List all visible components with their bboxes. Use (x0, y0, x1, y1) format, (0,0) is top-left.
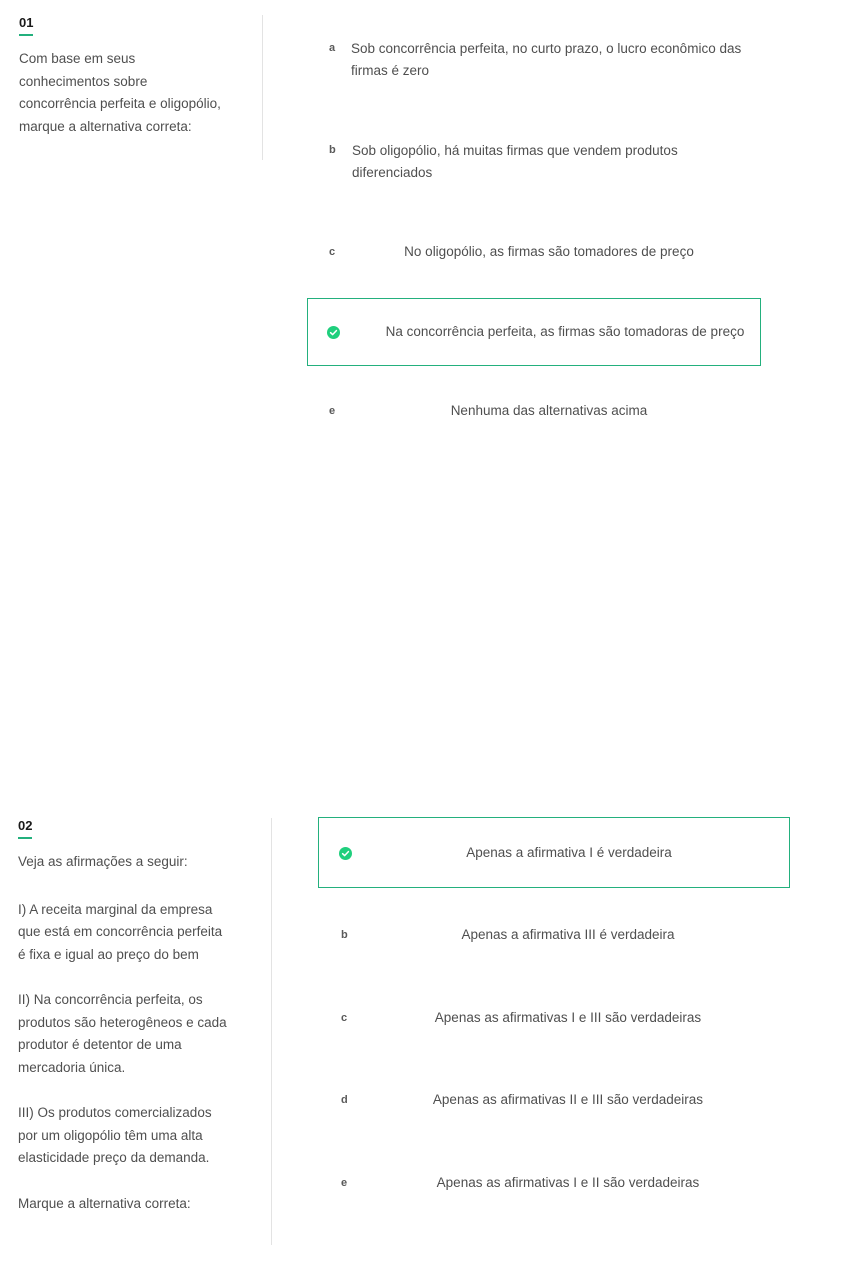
option-text: Nenhuma das alternativas acima (450, 403, 648, 418)
option-letter: c (329, 246, 336, 258)
question-divider (262, 15, 263, 160)
question-number-underline (19, 34, 33, 36)
statement-paragraph: Marque a alternativa correta: (18, 1195, 191, 1211)
option-e[interactable] (318, 1171, 790, 1197)
option-b[interactable] (307, 138, 761, 188)
option-c[interactable] (318, 1006, 790, 1032)
option-letter: e (329, 405, 336, 417)
question-number-underline (18, 837, 32, 839)
option-c[interactable] (307, 240, 761, 266)
option-letter: c (341, 1012, 348, 1024)
option-e[interactable] (307, 399, 761, 425)
option-d[interactable] (318, 1088, 790, 1114)
check-circle-icon (327, 326, 340, 339)
option-letter: e (341, 1177, 348, 1189)
statement-paragraph: I) A receita marginal da empresa que está em concorrência perfeita é fixa e igual ao preço do bem (18, 901, 223, 962)
option-b[interactable] (318, 923, 790, 949)
option-text: Apenas a afirmativa III é verdadeira (461, 927, 675, 942)
option-text: Apenas as afirmativas I e III são verdadeiras (434, 1010, 702, 1025)
statement-paragraph: II) Na concorrência perfeita, os produtos são heterogêneos e cada produtor é detentor de uma mercadoria única. (18, 992, 227, 1075)
question-statement (19, 48, 224, 138)
option-text: Apenas as afirmativas II e III são verdadeiras (432, 1092, 704, 1107)
option-text: Na concorrência perfeita, as firmas são tomadoras de preço (385, 324, 745, 339)
option-d-selected[interactable] (307, 298, 761, 366)
statement-paragraph: Com base em seus conhecimentos sobre concorrência perfeita e oligopólio, marque a alternativa correta: (19, 51, 221, 134)
question-number: 02 (18, 818, 33, 833)
question-statement (18, 851, 233, 1215)
option-text: Sob concorrência perfeita, no curto prazo, o lucro econômico das firmas é zero (351, 41, 742, 78)
option-a[interactable] (307, 36, 761, 86)
option-text: Apenas as afirmativas I e II são verdadeiras (436, 1175, 700, 1190)
statement-paragraph: III) Os produtos comercializados por um oligopólio têm uma alta elasticidade preço da demanda. (18, 1105, 212, 1165)
option-text: Apenas a afirmativa I é verdadeira (466, 845, 672, 860)
option-text: Sob oligopólio, há muitas firmas que vendem produtos diferenciados (352, 143, 678, 180)
question-number: 01 (19, 15, 34, 30)
option-letter: b (329, 144, 336, 156)
option-letter: b (341, 929, 348, 941)
option-letter: a (329, 42, 336, 54)
option-text: No oligopólio, as firmas são tomadores de preço (404, 244, 694, 259)
option-a-selected[interactable] (318, 817, 790, 888)
option-letter: d (341, 1094, 348, 1106)
statement-paragraph: Veja as afirmações a seguir: (18, 854, 188, 869)
question-divider (271, 818, 272, 1245)
check-circle-icon (339, 847, 352, 860)
